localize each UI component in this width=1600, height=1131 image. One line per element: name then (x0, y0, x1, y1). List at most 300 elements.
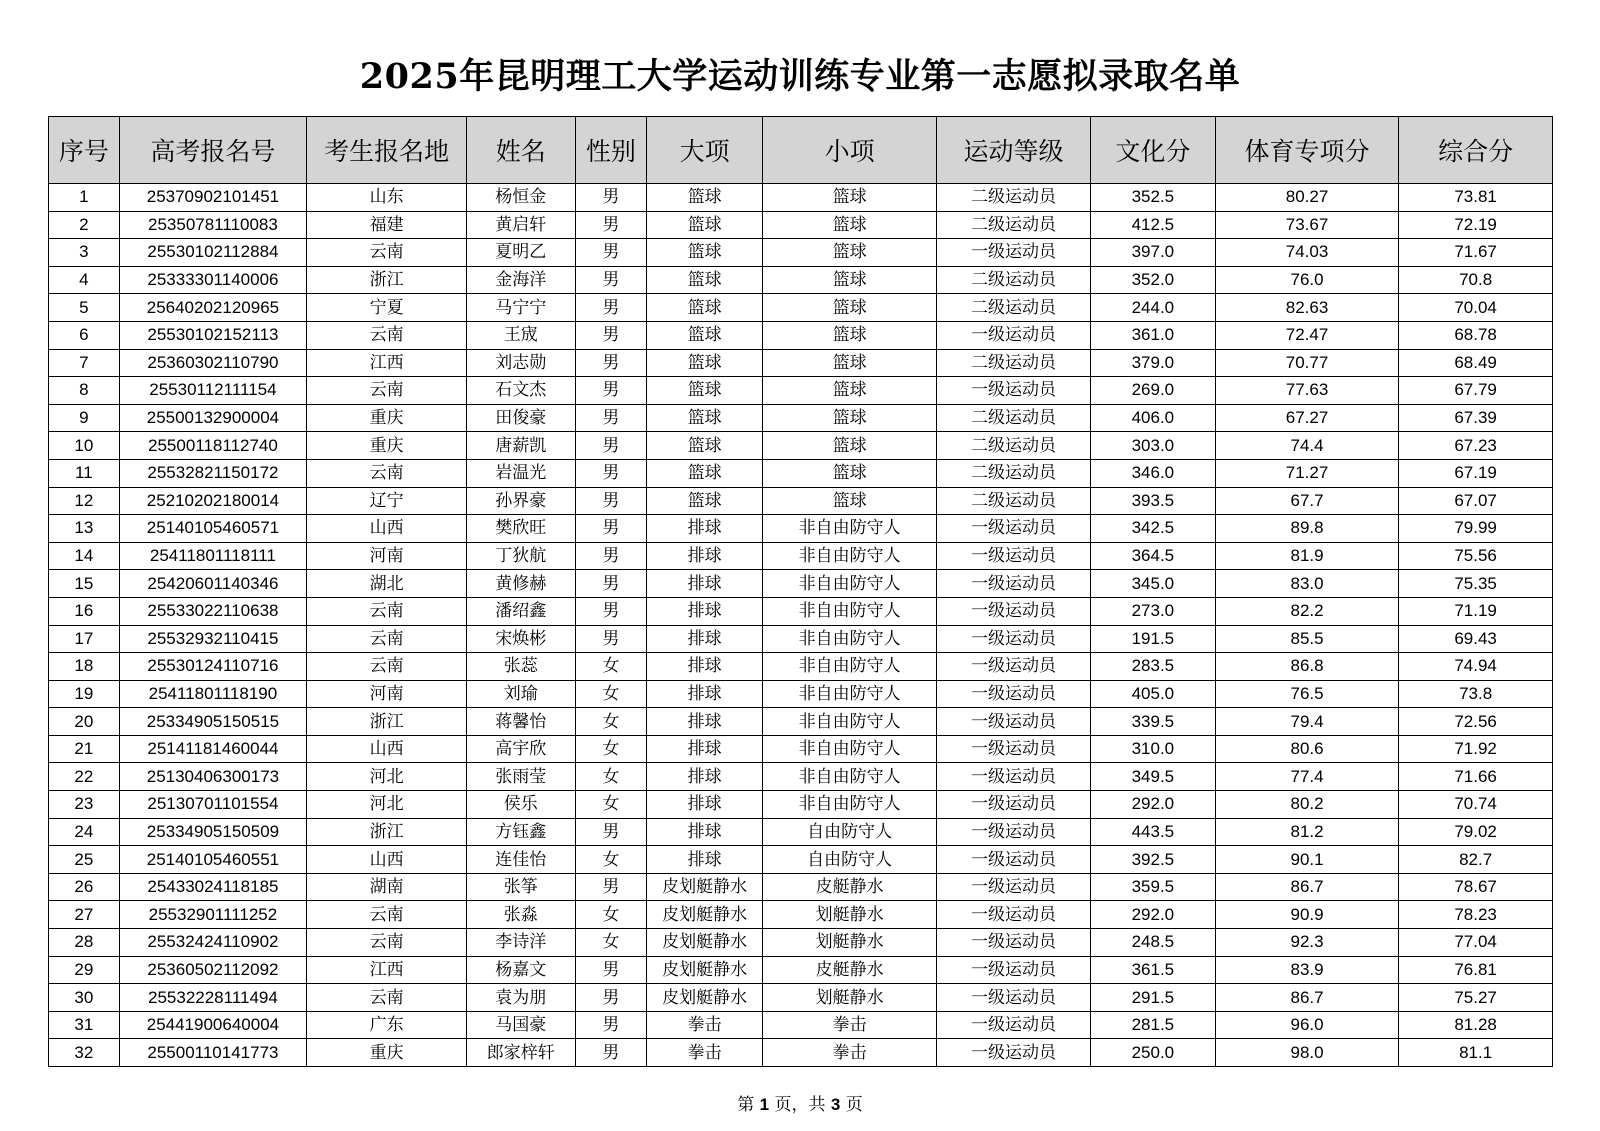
cell-exam-id: 25140105460551 (119, 846, 306, 874)
cell-sport-score: 85.5 (1215, 625, 1398, 653)
table-row (49, 321, 1553, 349)
table-row (49, 239, 1553, 267)
cell-region: 山东 (307, 184, 467, 212)
table-row (49, 735, 1553, 763)
cell-name: 连佳怡 (466, 846, 575, 874)
cell-total-score: 72.56 (1399, 708, 1553, 736)
cell-event: 非自由防守人 (763, 791, 937, 819)
table-row (49, 1011, 1553, 1039)
cell-total-score: 70.8 (1399, 266, 1553, 294)
table-row (49, 184, 1553, 212)
cell-sport: 篮球 (647, 294, 763, 322)
cell-total-score: 69.43 (1399, 625, 1553, 653)
cell-event: 非自由防守人 (763, 735, 937, 763)
cell-exam-id: 25334905150515 (119, 708, 306, 736)
cell-athlete-level: 一级运动员 (937, 239, 1091, 267)
cell-index: 22 (49, 763, 120, 791)
header-gender: 性别 (575, 117, 647, 184)
cell-region: 河北 (307, 791, 467, 819)
cell-event: 划艇静水 (763, 984, 937, 1012)
cell-index: 4 (49, 266, 120, 294)
cell-exam-id: 25141181460044 (119, 735, 306, 763)
cell-culture-score: 269.0 (1090, 377, 1215, 405)
cell-total-score: 76.81 (1399, 956, 1553, 984)
cell-athlete-level: 一级运动员 (937, 735, 1091, 763)
cell-region: 山西 (307, 515, 467, 543)
cell-sport: 排球 (647, 708, 763, 736)
cell-total-score: 67.39 (1399, 404, 1553, 432)
cell-event: 非自由防守人 (763, 515, 937, 543)
cell-gender: 男 (575, 432, 647, 460)
cell-region: 浙江 (307, 818, 467, 846)
cell-region: 重庆 (307, 1039, 467, 1067)
cell-athlete-level: 二级运动员 (937, 211, 1091, 239)
cell-culture-score: 352.5 (1090, 184, 1215, 212)
table-row (49, 984, 1553, 1012)
cell-culture-score: 405.0 (1090, 680, 1215, 708)
cell-athlete-level: 一级运动员 (937, 984, 1091, 1012)
cell-exam-id: 25500110141773 (119, 1039, 306, 1067)
cell-gender: 男 (575, 321, 647, 349)
cell-sport: 皮划艇静水 (647, 901, 763, 929)
cell-gender: 男 (575, 211, 647, 239)
cell-sport-score: 76.0 (1215, 266, 1398, 294)
cell-gender: 男 (575, 597, 647, 625)
cell-sport-score: 71.27 (1215, 459, 1398, 487)
cell-sport-score: 80.2 (1215, 791, 1398, 819)
cell-event: 非自由防守人 (763, 763, 937, 791)
cell-event: 篮球 (763, 487, 937, 515)
cell-sport-score: 81.9 (1215, 542, 1398, 570)
cell-total-score: 67.79 (1399, 377, 1553, 405)
cell-sport: 皮划艇静水 (647, 984, 763, 1012)
cell-name: 宋焕彬 (466, 625, 575, 653)
cell-event: 非自由防守人 (763, 597, 937, 625)
cell-index: 18 (49, 653, 120, 681)
cell-sport-score: 79.4 (1215, 708, 1398, 736)
cell-event: 非自由防守人 (763, 653, 937, 681)
table-row (49, 680, 1553, 708)
cell-index: 28 (49, 929, 120, 957)
cell-gender: 女 (575, 680, 647, 708)
cell-gender: 男 (575, 570, 647, 598)
cell-sport: 篮球 (647, 239, 763, 267)
cell-region: 云南 (307, 239, 467, 267)
table-row (49, 487, 1553, 515)
cell-event: 篮球 (763, 184, 937, 212)
cell-athlete-level: 二级运动员 (937, 404, 1091, 432)
cell-gender: 男 (575, 377, 647, 405)
cell-culture-score: 397.0 (1090, 239, 1215, 267)
cell-total-score: 77.04 (1399, 929, 1553, 957)
cell-sport-score: 76.5 (1215, 680, 1398, 708)
cell-name: 郎家梓轩 (466, 1039, 575, 1067)
cell-total-score: 79.99 (1399, 515, 1553, 543)
cell-name: 金海洋 (466, 266, 575, 294)
cell-sport: 篮球 (647, 184, 763, 212)
cell-total-score: 75.35 (1399, 570, 1553, 598)
cell-sport: 排球 (647, 763, 763, 791)
cell-culture-score: 303.0 (1090, 432, 1215, 460)
cell-name: 侯乐 (466, 791, 575, 819)
footer-page-number: 1 (759, 1095, 770, 1114)
cell-index: 6 (49, 321, 120, 349)
cell-gender: 男 (575, 873, 647, 901)
cell-exam-id: 25530102152113 (119, 321, 306, 349)
cell-culture-score: 359.5 (1090, 873, 1215, 901)
cell-sport: 篮球 (647, 266, 763, 294)
cell-index: 23 (49, 791, 120, 819)
cell-region: 云南 (307, 653, 467, 681)
cell-total-score: 67.19 (1399, 459, 1553, 487)
header-index: 序号 (49, 117, 120, 184)
cell-sport-score: 74.4 (1215, 432, 1398, 460)
cell-event: 篮球 (763, 321, 937, 349)
cell-index: 24 (49, 818, 120, 846)
cell-name: 潘绍鑫 (466, 597, 575, 625)
cell-name: 夏明乙 (466, 239, 575, 267)
cell-exam-id: 25532932110415 (119, 625, 306, 653)
cell-gender: 女 (575, 653, 647, 681)
cell-event: 非自由防守人 (763, 708, 937, 736)
cell-region: 云南 (307, 625, 467, 653)
cell-region: 河南 (307, 542, 467, 570)
cell-sport: 排球 (647, 680, 763, 708)
cell-sport-score: 67.27 (1215, 404, 1398, 432)
header-sport-score: 体育专项分 (1215, 117, 1398, 184)
cell-event: 篮球 (763, 459, 937, 487)
cell-gender: 男 (575, 294, 647, 322)
cell-sport-score: 74.03 (1215, 239, 1398, 267)
cell-name: 方钰鑫 (466, 818, 575, 846)
cell-gender: 男 (575, 349, 647, 377)
page-footer (0, 1090, 1600, 1115)
table-row (49, 791, 1553, 819)
cell-culture-score: 273.0 (1090, 597, 1215, 625)
cell-athlete-level: 一级运动员 (937, 625, 1091, 653)
cell-name: 刘瑜 (466, 680, 575, 708)
header-culture-score: 文化分 (1090, 117, 1215, 184)
cell-culture-score: 349.5 (1090, 763, 1215, 791)
cell-total-score: 71.66 (1399, 763, 1553, 791)
cell-index: 21 (49, 735, 120, 763)
cell-region: 河北 (307, 763, 467, 791)
cell-exam-id: 25530124110716 (119, 653, 306, 681)
cell-athlete-level: 一级运动员 (937, 791, 1091, 819)
cell-sport-score: 96.0 (1215, 1011, 1398, 1039)
cell-athlete-level: 二级运动员 (937, 349, 1091, 377)
cell-region: 浙江 (307, 266, 467, 294)
cell-index: 7 (49, 349, 120, 377)
cell-event: 篮球 (763, 349, 937, 377)
cell-athlete-level: 二级运动员 (937, 266, 1091, 294)
cell-name: 岩温光 (466, 459, 575, 487)
cell-index: 10 (49, 432, 120, 460)
cell-exam-id: 25532901111252 (119, 901, 306, 929)
cell-exam-id: 25130701101554 (119, 791, 306, 819)
cell-event: 篮球 (763, 211, 937, 239)
cell-sport: 皮划艇静水 (647, 873, 763, 901)
cell-culture-score: 250.0 (1090, 1039, 1215, 1067)
cell-region: 云南 (307, 984, 467, 1012)
cell-index: 5 (49, 294, 120, 322)
cell-region: 山西 (307, 846, 467, 874)
cell-culture-score: 364.5 (1090, 542, 1215, 570)
table-row (49, 653, 1553, 681)
cell-exam-id: 25532228111494 (119, 984, 306, 1012)
cell-sport: 排球 (647, 846, 763, 874)
cell-total-score: 78.67 (1399, 873, 1553, 901)
cell-sport: 排球 (647, 791, 763, 819)
cell-sport: 排球 (647, 515, 763, 543)
cell-total-score: 75.27 (1399, 984, 1553, 1012)
cell-region: 江西 (307, 956, 467, 984)
cell-exam-id: 25333301140006 (119, 266, 306, 294)
cell-athlete-level: 一级运动员 (937, 873, 1091, 901)
cell-sport-score: 82.63 (1215, 294, 1398, 322)
cell-region: 重庆 (307, 404, 467, 432)
cell-index: 30 (49, 984, 120, 1012)
cell-exam-id: 25411801118190 (119, 680, 306, 708)
cell-event: 自由防守人 (763, 846, 937, 874)
admission-table (48, 116, 1553, 1067)
cell-sport: 排球 (647, 735, 763, 763)
cell-culture-score: 361.5 (1090, 956, 1215, 984)
cell-index: 27 (49, 901, 120, 929)
cell-culture-score: 191.5 (1090, 625, 1215, 653)
table-row (49, 432, 1553, 460)
cell-name: 张淼 (466, 901, 575, 929)
table-row (49, 929, 1553, 957)
cell-gender: 男 (575, 984, 647, 1012)
cell-exam-id: 25411801118111 (119, 542, 306, 570)
footer-prefix: 第 (737, 1095, 760, 1115)
table-row (49, 211, 1553, 239)
cell-exam-id: 25420601140346 (119, 570, 306, 598)
cell-total-score: 75.56 (1399, 542, 1553, 570)
cell-index: 14 (49, 542, 120, 570)
cell-exam-id: 25532424110902 (119, 929, 306, 957)
cell-name: 杨恒金 (466, 184, 575, 212)
cell-event: 划艇静水 (763, 929, 937, 957)
cell-athlete-level: 一级运动员 (937, 515, 1091, 543)
cell-gender: 男 (575, 956, 647, 984)
cell-exam-id: 25370902101451 (119, 184, 306, 212)
header-region: 考生报名地 (307, 117, 467, 184)
table-row (49, 873, 1553, 901)
cell-name: 张蕊 (466, 653, 575, 681)
header-sport: 大项 (647, 117, 763, 184)
cell-gender: 男 (575, 625, 647, 653)
cell-sport-score: 89.8 (1215, 515, 1398, 543)
cell-sport-score: 98.0 (1215, 1039, 1398, 1067)
cell-name: 王宬 (466, 321, 575, 349)
cell-name: 孙界豪 (466, 487, 575, 515)
cell-index: 8 (49, 377, 120, 405)
cell-total-score: 68.49 (1399, 349, 1553, 377)
cell-index: 32 (49, 1039, 120, 1067)
cell-athlete-level: 二级运动员 (937, 184, 1091, 212)
cell-event: 拳击 (763, 1011, 937, 1039)
cell-region: 重庆 (307, 432, 467, 460)
cell-total-score: 70.04 (1399, 294, 1553, 322)
table-row (49, 1039, 1553, 1067)
table-row (49, 515, 1553, 543)
cell-sport-score: 73.67 (1215, 211, 1398, 239)
cell-sport: 皮划艇静水 (647, 929, 763, 957)
cell-total-score: 73.81 (1399, 184, 1553, 212)
cell-total-score: 81.1 (1399, 1039, 1553, 1067)
cell-sport-score: 81.2 (1215, 818, 1398, 846)
page-title: 2025年昆明理工大学运动训练专业第一志愿拟录取名单 (359, 56, 1241, 97)
cell-total-score: 67.07 (1399, 487, 1553, 515)
cell-athlete-level: 一级运动员 (937, 680, 1091, 708)
footer-middle: 页，共 (769, 1095, 831, 1115)
cell-exam-id: 25433024118185 (119, 873, 306, 901)
cell-name: 马国豪 (466, 1011, 575, 1039)
cell-sport-score: 92.3 (1215, 929, 1398, 957)
cell-sport-score: 77.4 (1215, 763, 1398, 791)
cell-gender: 女 (575, 708, 647, 736)
cell-name: 黄修赫 (466, 570, 575, 598)
cell-sport-score: 86.7 (1215, 984, 1398, 1012)
cell-culture-score: 342.5 (1090, 515, 1215, 543)
cell-culture-score: 283.5 (1090, 653, 1215, 681)
cell-gender: 男 (575, 184, 647, 212)
cell-culture-score: 393.5 (1090, 487, 1215, 515)
cell-gender: 男 (575, 515, 647, 543)
cell-sport-score: 86.8 (1215, 653, 1398, 681)
cell-event: 篮球 (763, 404, 937, 432)
cell-gender: 男 (575, 1039, 647, 1067)
cell-athlete-level: 一级运动员 (937, 570, 1091, 598)
cell-region: 江西 (307, 349, 467, 377)
cell-region: 浙江 (307, 708, 467, 736)
cell-sport-score: 70.77 (1215, 349, 1398, 377)
cell-event: 非自由防守人 (763, 570, 937, 598)
cell-sport: 排球 (647, 597, 763, 625)
cell-index: 15 (49, 570, 120, 598)
cell-gender: 女 (575, 763, 647, 791)
cell-gender: 女 (575, 901, 647, 929)
header-exam-id: 高考报名号 (119, 117, 306, 184)
cell-exam-id: 25441900640004 (119, 1011, 306, 1039)
cell-sport-score: 83.0 (1215, 570, 1398, 598)
cell-total-score: 74.94 (1399, 653, 1553, 681)
cell-index: 25 (49, 846, 120, 874)
cell-event: 篮球 (763, 266, 937, 294)
cell-region: 云南 (307, 901, 467, 929)
cell-gender: 男 (575, 239, 647, 267)
table-row (49, 901, 1553, 929)
cell-index: 19 (49, 680, 120, 708)
cell-culture-score: 339.5 (1090, 708, 1215, 736)
cell-event: 皮艇静水 (763, 873, 937, 901)
cell-athlete-level: 一级运动员 (937, 763, 1091, 791)
cell-index: 26 (49, 873, 120, 901)
cell-region: 云南 (307, 597, 467, 625)
cell-athlete-level: 一级运动员 (937, 542, 1091, 570)
cell-total-score: 70.74 (1399, 791, 1553, 819)
cell-gender: 女 (575, 791, 647, 819)
cell-region: 云南 (307, 321, 467, 349)
cell-name: 高宇欣 (466, 735, 575, 763)
cell-exam-id: 25210202180014 (119, 487, 306, 515)
cell-total-score: 71.19 (1399, 597, 1553, 625)
header-name: 姓名 (466, 117, 575, 184)
cell-athlete-level: 一级运动员 (937, 1039, 1091, 1067)
cell-name: 唐薪凯 (466, 432, 575, 460)
cell-exam-id: 25140105460571 (119, 515, 306, 543)
cell-event: 篮球 (763, 239, 937, 267)
cell-total-score: 81.28 (1399, 1011, 1553, 1039)
footer-page-total: 3 (830, 1095, 841, 1114)
cell-sport-score: 90.9 (1215, 901, 1398, 929)
cell-region: 福建 (307, 211, 467, 239)
cell-gender: 女 (575, 735, 647, 763)
cell-sport: 篮球 (647, 211, 763, 239)
cell-sport: 排球 (647, 653, 763, 681)
cell-total-score: 78.23 (1399, 901, 1553, 929)
cell-exam-id: 25500118112740 (119, 432, 306, 460)
cell-athlete-level: 一级运动员 (937, 929, 1091, 957)
cell-athlete-level: 一级运动员 (937, 708, 1091, 736)
cell-event: 篮球 (763, 377, 937, 405)
cell-exam-id: 25334905150509 (119, 818, 306, 846)
cell-name: 樊欣旺 (466, 515, 575, 543)
cell-gender: 男 (575, 818, 647, 846)
table-row (49, 763, 1553, 791)
cell-region: 山西 (307, 735, 467, 763)
table-row (49, 625, 1553, 653)
cell-sport: 篮球 (647, 321, 763, 349)
cell-event: 皮艇静水 (763, 956, 937, 984)
cell-athlete-level: 一级运动员 (937, 846, 1091, 874)
cell-gender: 女 (575, 846, 647, 874)
cell-athlete-level: 一级运动员 (937, 321, 1091, 349)
cell-exam-id: 25360302110790 (119, 349, 306, 377)
cell-name: 蒋馨怡 (466, 708, 575, 736)
cell-name: 石文杰 (466, 377, 575, 405)
cell-event: 篮球 (763, 432, 937, 460)
cell-sport: 篮球 (647, 349, 763, 377)
cell-gender: 女 (575, 929, 647, 957)
table-row (49, 956, 1553, 984)
cell-region: 云南 (307, 377, 467, 405)
cell-name: 张筝 (466, 873, 575, 901)
cell-total-score: 68.78 (1399, 321, 1553, 349)
cell-sport: 篮球 (647, 404, 763, 432)
cell-culture-score: 248.5 (1090, 929, 1215, 957)
table-header-row (49, 117, 1553, 184)
cell-name: 李诗洋 (466, 929, 575, 957)
cell-sport-score: 90.1 (1215, 846, 1398, 874)
cell-gender: 男 (575, 542, 647, 570)
cell-athlete-level: 二级运动员 (937, 294, 1091, 322)
cell-total-score: 82.7 (1399, 846, 1553, 874)
cell-sport: 拳击 (647, 1011, 763, 1039)
cell-exam-id: 25500132900004 (119, 404, 306, 432)
cell-gender: 男 (575, 404, 647, 432)
cell-culture-score: 291.5 (1090, 984, 1215, 1012)
cell-sport-score: 83.9 (1215, 956, 1398, 984)
cell-total-score: 73.8 (1399, 680, 1553, 708)
table-row (49, 266, 1553, 294)
cell-name: 马宁宁 (466, 294, 575, 322)
cell-name: 杨嘉文 (466, 956, 575, 984)
cell-athlete-level: 二级运动员 (937, 487, 1091, 515)
table-row (49, 404, 1553, 432)
